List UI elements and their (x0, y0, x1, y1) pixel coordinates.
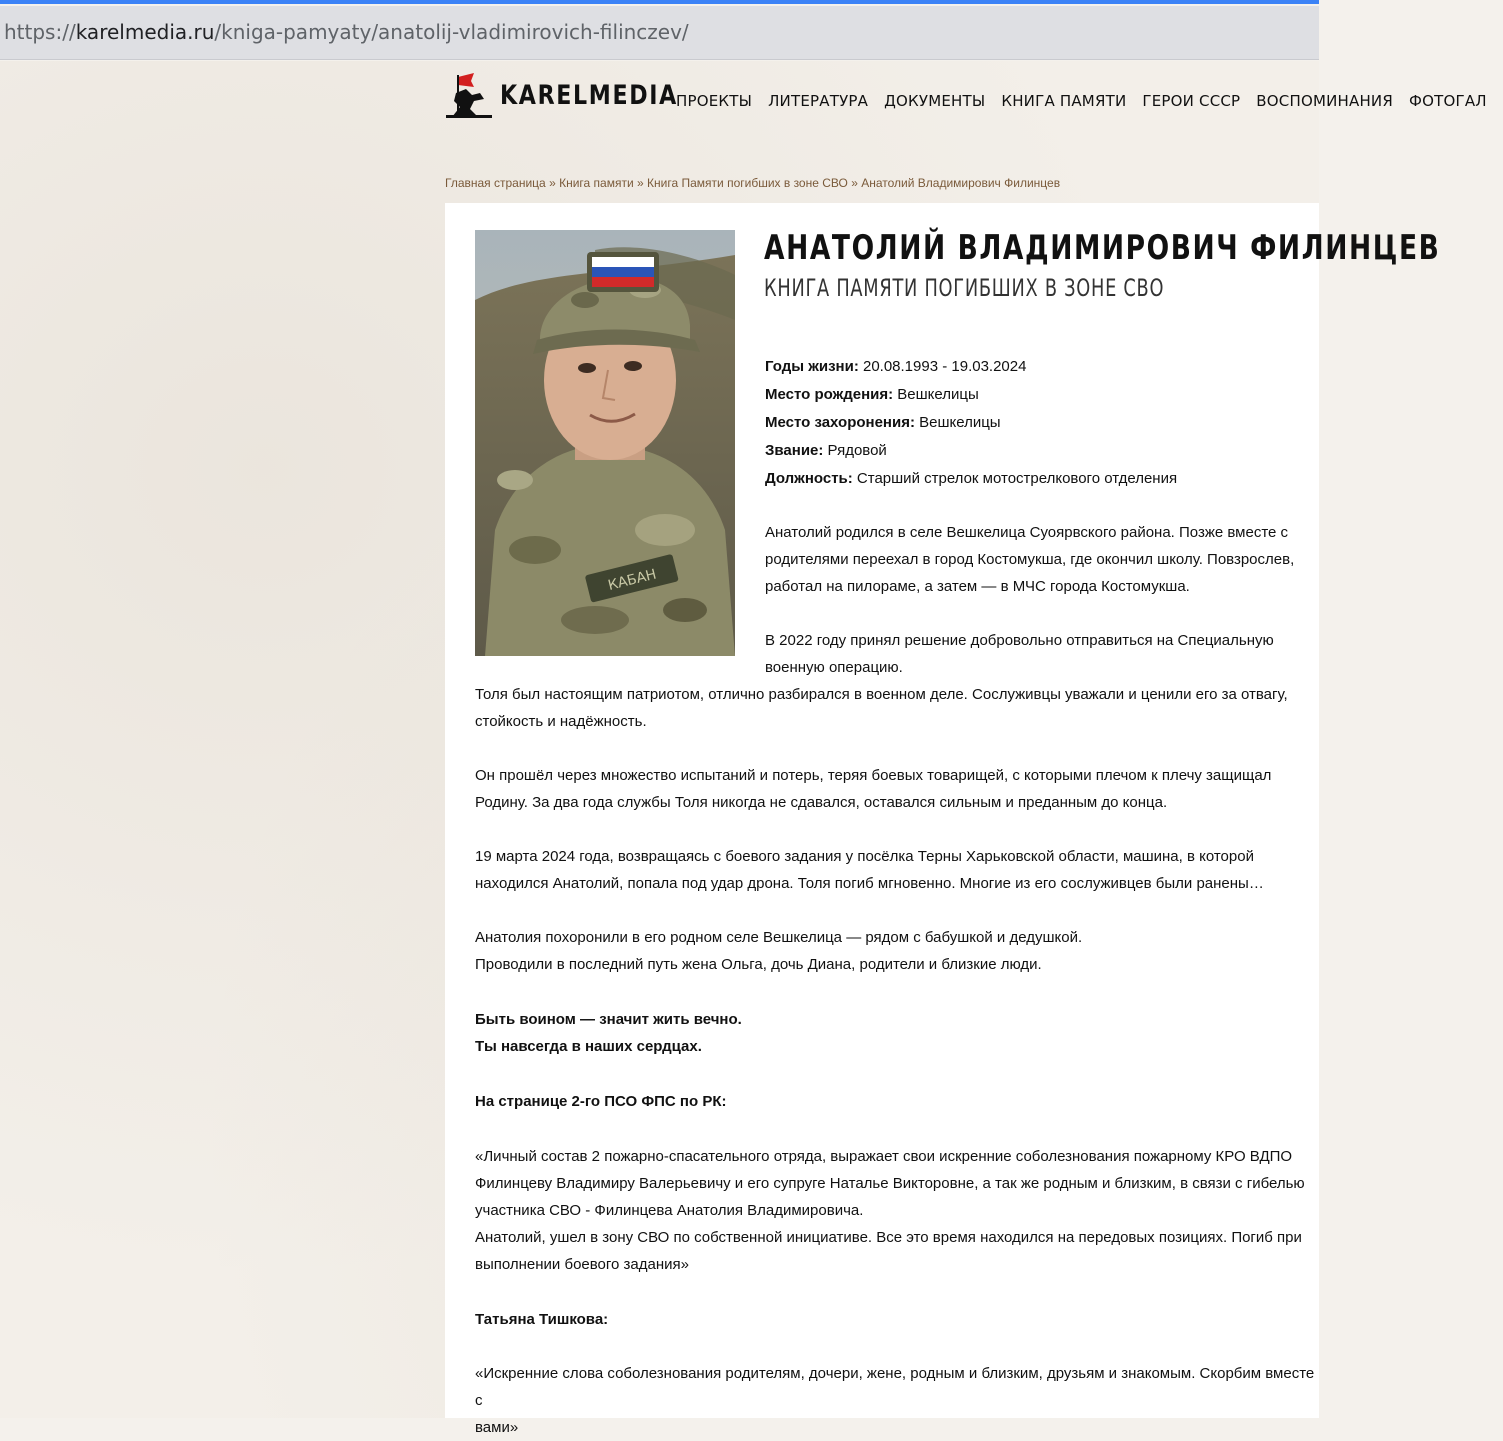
paragraph-4 (475, 762, 1271, 816)
text-line: В 2022 году принял решение добровольно отправиться на Специальную (765, 632, 1274, 649)
paragraph-3 (475, 681, 1288, 735)
text-line: участника СВО - Филинцева Анатолия Владимировича. (475, 1202, 864, 1219)
text-line: 19 марта 2024 года, возвращаясь с боевого задания у посёлка Терны Харьковской области, машина, в которой (475, 848, 1254, 865)
text-line: Проводили в последний путь жена Ольга, дочь Диана, родители и близкие люди. (475, 956, 1042, 973)
section-heading-pso: На странице 2-го ПСО ФПС по РК: (475, 1093, 727, 1110)
paragraph-6 (475, 924, 1082, 978)
text-line: родителями переехал в город Костомукша, где окончил школу. Повзрослев, (765, 551, 1295, 568)
fact-label: Звание: (765, 442, 824, 459)
nav-memory-book[interactable]: КНИГА ПАМЯТИ (1001, 92, 1127, 110)
fact-value: 20.08.1993 - 19.03.2024 (858, 358, 1027, 375)
nav-documents[interactable]: ДОКУМЕНТЫ (884, 92, 986, 110)
text-line: Анатолий родился в селе Вешкелица Суоярвского района. Позже вместе с (765, 524, 1289, 541)
portrait-illustration (475, 230, 735, 656)
breadcrumb-separator: » (549, 176, 556, 190)
text-line: Быть воином — значит жить вечно. (475, 1011, 742, 1028)
paragraph-1 (765, 519, 1294, 600)
fact-label: Годы жизни: (765, 358, 859, 375)
fact-value: Старший стрелок мотострелкового отделения (852, 470, 1178, 487)
logo-text: KARELMEDIA (500, 79, 678, 111)
fact-label: Место захоронения: (765, 414, 915, 431)
breadcrumb-separator: » (851, 176, 858, 190)
soldier-flag-icon (444, 71, 494, 119)
breadcrumb-svo-book[interactable]: Книга Памяти погибших в зоне СВО (647, 176, 848, 190)
main-nav (676, 92, 1503, 110)
text-line: «Искренние слова соболезнования родителям, дочери, жене, родным и близким, друзьям и знакомым. Скорбим вместе с (475, 1365, 1315, 1409)
fact-label: Должность: (765, 470, 853, 487)
text-line: Анатолия похоронили в его родном селе Вешкелица — рядом с бабушкой и дедушкой. (475, 929, 1083, 946)
fact-label: Место рождения: (765, 386, 894, 403)
fact-burial (765, 409, 1177, 437)
url-prefix: https:// (4, 20, 76, 44)
patch-text: КАБАН (606, 566, 659, 594)
text-line: «Личный состав 2 пожарно-спасательного отряда, выражает свои искренние соболезнования пожарному КРО ВДПО (475, 1148, 1293, 1165)
text-line: вами» (475, 1419, 519, 1436)
browser-top-accent (0, 0, 1319, 4)
text-line: работал на пилораме, а затем — в МЧС города Костомукша. (765, 578, 1190, 595)
page-title: АНАТОЛИЙ ВЛАДИМИРОВИЧ ФИЛИНЦЕВ (764, 228, 1441, 268)
text-line: Родину. За два года службы Толя никогда не сдавался, оставался сильным и преданным до конца. (475, 794, 1168, 811)
section-heading-tishkova: Татьяна Тишкова: (475, 1311, 609, 1328)
text-line: Ты навсегда в наших сердцах. (475, 1038, 702, 1055)
address-bar[interactable] (0, 6, 1319, 60)
fact-position (765, 465, 1177, 493)
fact-rank (765, 437, 1177, 465)
nav-literature[interactable]: ЛИТЕРАТУРА (768, 92, 869, 110)
epitaph (475, 1006, 742, 1060)
quote-tishkova (475, 1360, 1319, 1441)
portrait-photo (475, 230, 735, 656)
text-line: находился Анатолий, попала под удар дрона. Толя погиб мгновенно. Многие из его сослуживцев были ранены… (475, 875, 1264, 892)
paragraph-5 (475, 843, 1264, 897)
text-line: Он прошёл через множество испытаний и потерь, теряя боевых товарищей, с которыми плечом к плечу защищал (475, 767, 1272, 784)
fact-birthplace (765, 381, 1177, 409)
nav-ussr-heroes[interactable]: ГЕРОИ СССР (1142, 92, 1241, 110)
nav-projects[interactable]: ПРОЕКТЫ (676, 92, 753, 110)
breadcrumb-memory-book[interactable]: Книга памяти (559, 176, 634, 190)
fact-years (765, 353, 1177, 381)
bio-facts (765, 353, 1177, 493)
breadcrumb-separator: » (637, 176, 644, 190)
page-subtitle: КНИГА ПАМЯТИ ПОГИБШИХ В ЗОНЕ СВО (764, 274, 1165, 302)
fact-value: Рядовой (823, 442, 887, 459)
address-url[interactable] (4, 20, 689, 44)
fact-value: Вешкелицы (893, 386, 979, 403)
nav-photo[interactable]: ФОТОГАЛ (1408, 92, 1487, 110)
quote-pso (475, 1143, 1305, 1278)
text-line: военную операцию. (765, 659, 903, 676)
fact-value: Вешкелицы (914, 414, 1001, 431)
nav-memories[interactable]: ВОСПОМИНАНИЯ (1256, 92, 1393, 110)
url-path: /kniga-pamyaty/anatolij-vladimirovich-filinczev/ (214, 20, 689, 44)
text-line: Анатолий, ушел в зону СВО по собственной инициативе. Все это время находился на передовых позициях. Погиб при (475, 1229, 1302, 1246)
text-line: стойкость и надёжность. (475, 713, 647, 730)
text-line: выполнении боевого задания» (475, 1256, 689, 1273)
breadcrumb-home[interactable]: Главная страница (445, 176, 546, 190)
paragraph-2 (765, 627, 1274, 681)
text-line: Филинцеву Владимиру Валерьевичу и его супруге Наталье Викторовне, а так же родным и близким, в связи с гибелью (475, 1175, 1305, 1192)
breadcrumb (445, 176, 1060, 190)
breadcrumb-current: Анатолий Владимирович Филинцев (861, 176, 1061, 190)
text-line: Толя был настоящим патриотом, отлично разбирался в военном деле. Сослуживцы уважали и ценили его за отвагу, (475, 686, 1288, 703)
url-host: karelmedia.ru (75, 20, 215, 44)
